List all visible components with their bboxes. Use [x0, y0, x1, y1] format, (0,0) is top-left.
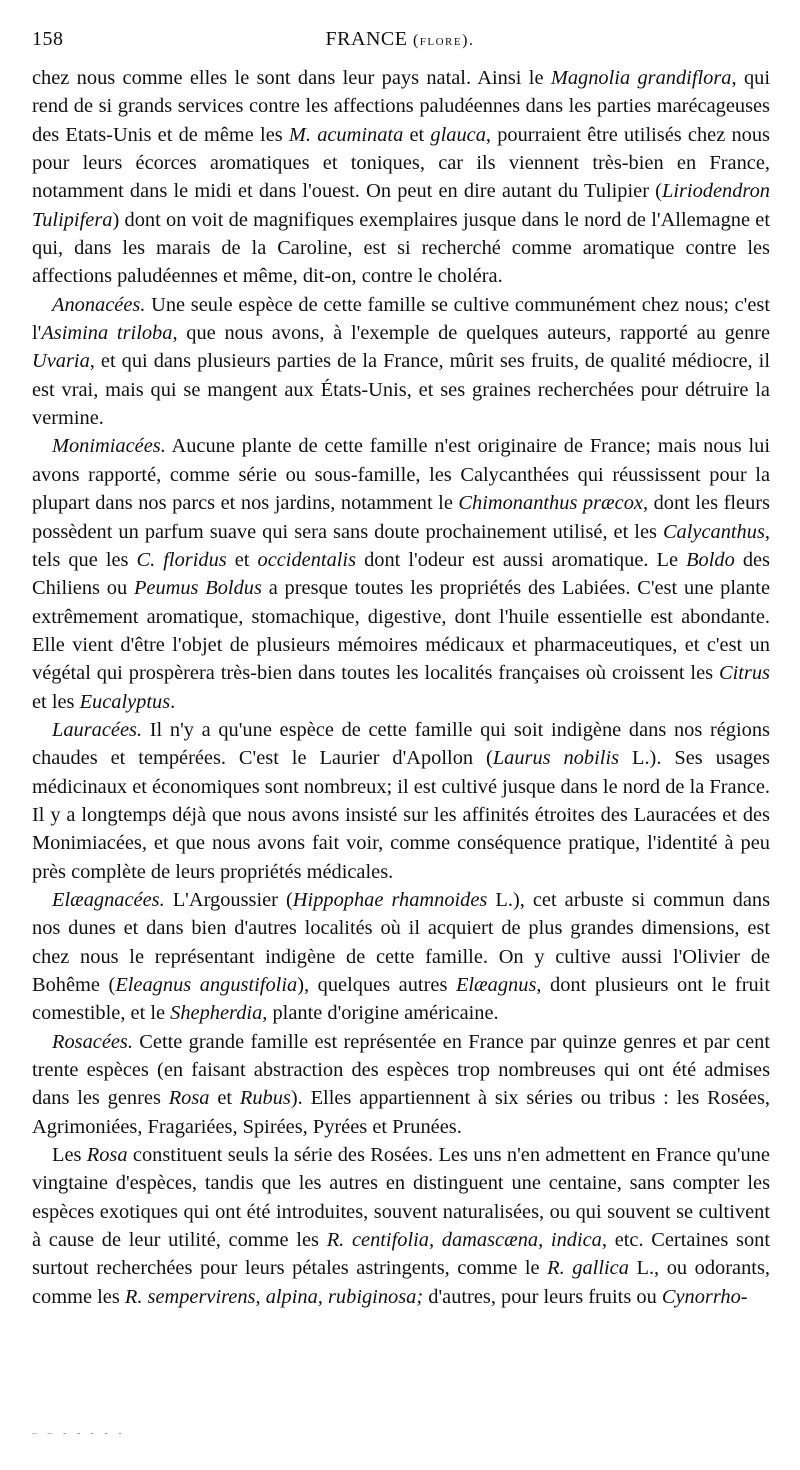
italic-term: Elæagnus [455, 974, 537, 996]
text-run: L'Argoussier ( [164, 888, 293, 911]
italic-term: Elæagnacées. [52, 888, 165, 911]
italic-term: Citrus [719, 662, 770, 685]
italic-term: C. floridus [136, 548, 227, 571]
text-run: des Chiliens ou [32, 548, 770, 600]
text-run: . [170, 690, 176, 713]
paragraph [32, 432, 770, 715]
italic-term: Rubus [239, 1087, 291, 1110]
italic-term: Laurus nobilis [492, 747, 620, 770]
running-header [32, 28, 770, 64]
italic-term: Calycanthus [662, 520, 765, 543]
text-run: , pourraient être utilisés chez nous pour leurs écorces aromatiques et toniques, car ils viennent très-bien en France, notamment dans le midi et dans l'ouest. On peut en dire autant du Tulipier ( [32, 123, 770, 203]
text-run: ) dont on voit de magnifiques exemplaires jusque dans le nord de l'Allemagne et qui, dans les marais de la Caroline, est si recherché comme aromatique contre les affections paludéennes et même, dit-on, contre le choléra. [32, 208, 770, 288]
text-run: , tels que les [32, 520, 770, 571]
text-run: Une seule espèce de cette famille se cultive communément chez nous; c'est l' [32, 293, 770, 345]
italic-term: occidentalis [257, 548, 357, 571]
italic-term: Eucalyptus [79, 690, 171, 713]
text-run: constituent seuls la série des Rosées. Les uns n'en admettent en France qu'une vingtaine d'espèces, tandis que les autres en distinguent une centaine, sans compter les espèces exotiques qui ont été introduites, souvent naturalisées, ou qui souvent se cultivent à cause de leur utilité, comme les [32, 1144, 770, 1252]
paragraph [32, 291, 770, 433]
italic-term: Cynorrho- [661, 1285, 748, 1308]
text-run: , et qui dans plusieurs parties de la France, mûrit ses fruits, de qualité médiocre, il est vrai, mais qui se mangent aux États-Unis, et ses graines recherchées pour détruire la vermine. [32, 350, 770, 430]
paragraph [32, 1028, 770, 1141]
italic-term: Monimiacées. [52, 435, 166, 458]
italic-term: Uvaria [32, 350, 90, 373]
italic-term: R. centifolia, damascæna, indica [326, 1229, 602, 1252]
text-run: , que nous avons, à l'exemple de quelques auteurs, rapporté au genre [172, 322, 770, 345]
italic-term: Anonacées. [52, 293, 146, 316]
text-run: d'autres, pour leurs fruits ou [423, 1285, 662, 1308]
text-run: , dont plusieurs ont le fruit comestible, et le [32, 974, 771, 1025]
paragraph [32, 1141, 770, 1311]
text-run: chez nous comme elles le sont dans leur pays natal. Ainsi le [32, 67, 551, 89]
text-run: Il n'y a qu'une espèce de cette famille qui soit indigène dans nos régions chaudes et tempérées. C'est le Laurier d'Apollon ( [32, 718, 770, 770]
text-run: , etc. Certaines sont surtout recherchées pour leurs pétales astringents, comme le [32, 1229, 770, 1280]
running-title-main: FRANCE [325, 28, 408, 50]
paragraph [32, 886, 770, 1028]
italic-term: Rosacées. [52, 1030, 133, 1053]
text-run: ). Elles appartiennent à six séries ou tribus : les Rosées, Agrimoniées, Fragariées, Spirées, Pyrées et Prunées. [32, 1087, 770, 1138]
italic-term: Eleagnus angustifolia [115, 974, 298, 996]
text-run: Les [52, 1144, 87, 1167]
italic-term: glauca [430, 123, 486, 146]
body-text [32, 64, 770, 1311]
text-run: , dont les fleurs possèdent un parfum suave qui sera sans doute prochainement utilisé, et les [32, 492, 770, 543]
text-run: L.), cet arbuste si commun dans nos dunes et dans bien d'autres localités où il acquiert de plus grandes dimensions, est chez nous le représentant indigène de cette famille. On y cultive aussi l'Olivier de Bohême ( [32, 888, 770, 996]
paragraph [32, 64, 770, 291]
footer-print-marks: – – - - - - - [32, 1428, 126, 1439]
text-run: , plante d'origine américaine. [262, 1002, 499, 1025]
italic-term: Magnolia grandiflora [550, 67, 732, 89]
italic-term: M. acuminata [288, 123, 404, 146]
text-run: L., ou odorants, comme les [32, 1257, 770, 1308]
italic-term: Peumus Boldus [133, 577, 262, 600]
paragraph [32, 716, 770, 886]
running-title [0, 28, 800, 51]
text-run: et [226, 548, 258, 571]
italic-term: Boldo [686, 548, 735, 571]
italic-term: Rosa [86, 1144, 128, 1167]
text-run: et les [32, 690, 80, 713]
italic-term: Hippophae rhamnoides [292, 888, 488, 911]
italic-term: Rosa [168, 1087, 210, 1110]
italic-term: Chimonanthus præcox [458, 492, 643, 515]
text-run: Aucune plante de cette famille n'est originaire de France; mais nous lui avons rapporté, comme série ou sous-famille, les Calycanthées qui réussissent pour la plupart dans nos parcs et nos jardins, notamment le [32, 435, 770, 515]
italic-term: R. gallica [547, 1257, 629, 1280]
text-run: et [209, 1087, 240, 1110]
italic-term: Shepherdia [170, 1002, 263, 1025]
italic-term: Lauracées. [52, 718, 143, 741]
text-run: L.). Ses usages médicinaux et économiques sont nombreux; il est cultivé jusque dans le nord de la France. Il y a longtemps déjà que nous avons insisté sur les affinités étroites des Lauracées et des Monimiacées, et que nous avons fait voir, comme conséquence pratique, l'identité à peu près complète de leurs propriétés médicales. [32, 747, 770, 883]
italic-term: Asimina triloba [41, 322, 173, 345]
text-run: , qui rend de si grands services contre les affections paludéennes dans les parties marécageuses des Etats-Unis et de même les [32, 67, 770, 146]
page-number: 158 [32, 28, 64, 50]
italic-term: R. sempervirens, alpina, rubiginosa; [124, 1285, 424, 1308]
text-run: dont l'odeur est aussi aromatique. Le [356, 548, 687, 571]
text-run: et [403, 123, 431, 146]
text-run: ), quelques autres [297, 974, 456, 996]
text-run: a presque toutes les propriétés des Labiées. C'est une plante extrêmement aromatique, stomachique, digestive, dont l'huile essentielle est abondante. Elle vient d'être l'objet de plusieurs mémoires médicaux et pharmaceutiques, et c'est un végétal qui prospèrera très-bien dans toutes les localités françaises où croissent les [32, 577, 770, 685]
text-run: Cette grande famille est représentée en France par quinze genres et par cent trente espèces (en faisant abstraction des espèces trop nombreuses qui ont été admises dans les genres [32, 1030, 770, 1110]
running-title-sub: (flore). [412, 32, 475, 49]
italic-term: Liriodendron Tulipifera [32, 180, 770, 231]
